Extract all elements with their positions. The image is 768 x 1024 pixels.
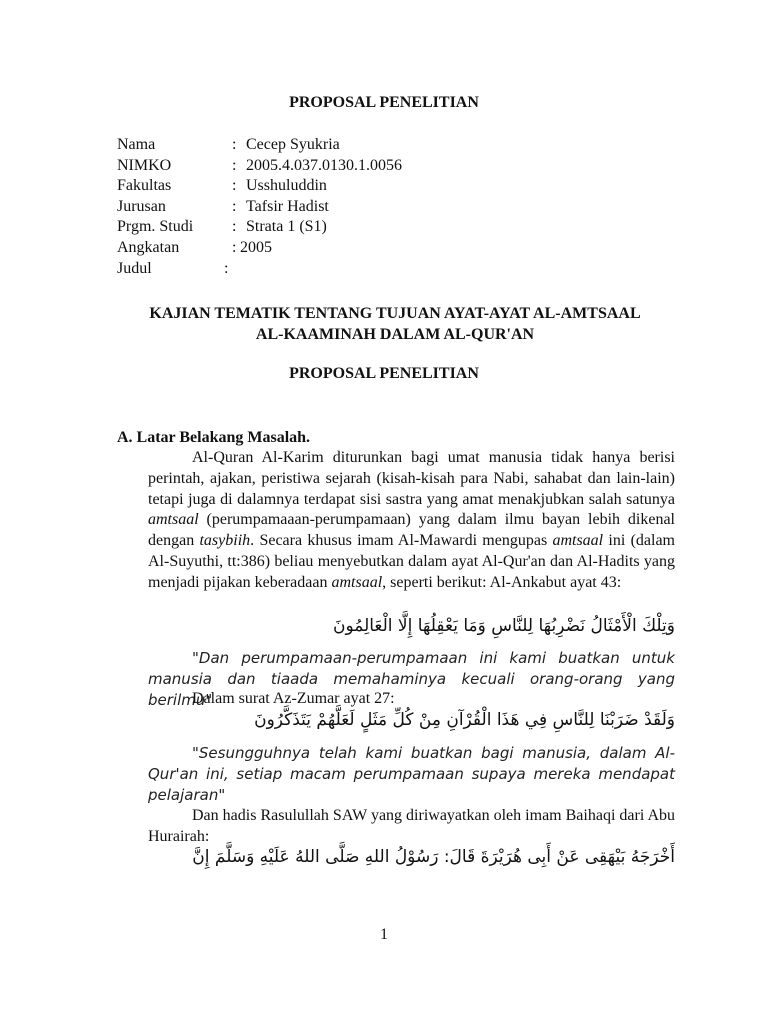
paragraph-az-zumar <box>148 689 675 710</box>
quote-text: "Dan perumpamaan-perumpamaan ini kami buatkan untuk manusia dan tiaada memahaminya kecuali orang-orang yang berilmu" <box>148 649 675 709</box>
term-amtsaal: amtsaal <box>148 511 199 529</box>
document-subtitle: PROPOSAL PENELITIAN <box>289 365 479 382</box>
info-label: Nama <box>117 136 156 153</box>
info-colon: : <box>224 259 229 277</box>
info-label: Angkatan <box>117 238 180 256</box>
paragraph-text: (perumpamaaan-perumpamaan) yang dalam ilmu bayan lebih dikenal dengan <box>148 511 675 550</box>
translation-quote-2 <box>148 743 675 805</box>
paragraph-text: Al-Quran Al-Karim diturunkan bagi umat manusia tidak hanya berisi perintah, ajakan, peristiwa sejarah (kisah-kisah para Nabi, sahabat dan lain-lain) tetapi juga di dalamnya terdapat sisi sastra yang amat menakjubkan salah satunya <box>148 449 675 508</box>
paragraph-text: Dalam surat Az-Zumar ayat 27: <box>192 690 395 707</box>
info-label: Judul <box>117 259 152 277</box>
info-row-nimko <box>117 156 402 177</box>
arabic-verse-ankabut: وَتِلْكَ الْأَمْثَالُ نَضْرِبُهَا لِلنَّاسِ وَمَا يَعْقِلُهَا إِلَّا الْعَالِمُونَ <box>332 616 675 636</box>
paragraph-text: Dan hadis Rasulullah SAW yang diriwayatkan oleh imam Baihaqi dari Abu Hurairah: <box>148 807 675 845</box>
info-row-nama <box>117 135 402 156</box>
info-row-fakultas <box>117 176 402 197</box>
term-amtsaal: amtsaal <box>552 532 604 550</box>
page-number: 1 <box>380 926 388 943</box>
document-title: PROPOSAL PENELITIAN <box>289 94 479 111</box>
info-value: Cecep Syukria <box>246 136 340 153</box>
info-value: Strata 1 (S1) <box>246 218 327 236</box>
arabic-hadith: أَخْرَجَهُ بَيْهَقِى عَنْ أَبِى هُرَيْرَةَ قَالَ: رَسُوْلُ اللهِ صَلَّى اللهُ عَلَيْهِ وَسَلَّمَ إِنَّ <box>192 847 675 867</box>
info-row-angkatan <box>117 238 402 259</box>
arabic-verse-zumar: وَلَقَدْ ضَرَبْنَا لِلنَّاسِ فِي هَذَا الْقُرْآنِ مِنْ كُلِّ مَثَلٍ لَعَلَّهُمْ يَتَذَكَّرُونَ <box>254 710 675 730</box>
paragraph-text: , seperti berikut: Al-Ankabut ayat 43: <box>382 573 622 591</box>
term-amtsaal: amtsaal <box>331 573 383 591</box>
section-heading: A. Latar Belakang Masalah. <box>117 429 311 446</box>
info-label: Jurusan <box>117 197 166 215</box>
info-colon: : <box>232 238 237 256</box>
thesis-title-line: AL-KAAMINAH DALAM AL-QUR'AN <box>255 326 535 343</box>
info-value: Usshuluddin <box>246 177 327 195</box>
paragraph-latar-belakang <box>148 448 675 594</box>
paragraph-text: . Secara khusus imam Al-Mawardi mengupas <box>250 532 553 550</box>
info-value: 2005.4.037.0130.1.0056 <box>246 156 402 174</box>
quote-text: "Sesungguhnya telah kami buatkan bagi manusia, dalam Al-Qur'an ini, setiap macam perumpamaan supaya mereka mendapat pelajaran" <box>148 744 675 804</box>
info-row-jurusan <box>117 197 402 218</box>
info-value: 2005 <box>240 238 272 256</box>
info-label: Prgm. Studi <box>117 218 194 236</box>
paragraph-hadis <box>148 806 675 848</box>
info-value: Tafsir Hadist <box>246 197 329 215</box>
student-info <box>117 135 402 279</box>
info-colon: : <box>232 177 237 195</box>
term-tasybiih: tasybiih <box>199 532 251 550</box>
info-colon: : <box>232 218 237 236</box>
info-colon: : <box>232 156 237 174</box>
info-row-judul <box>117 259 402 280</box>
info-label: Fakultas <box>117 177 172 195</box>
thesis-title-line: KAJIAN TEMATIK TENTANG TUJUAN AYAT-AYAT AL-AMTSAAL <box>149 305 641 322</box>
info-row-prgm-studi <box>117 217 402 238</box>
info-colon: : <box>232 197 237 215</box>
info-label: NIMKO <box>117 156 172 174</box>
paragraph-text: ini (dalam Al-Suyuthi, tt:386) beliau menyebutkan dalam ayat Al-Qur'an dan Al-Hadits yang menjadi pijakan keberadaan <box>148 532 675 591</box>
thesis-title <box>100 303 690 345</box>
info-colon: : <box>232 136 237 153</box>
